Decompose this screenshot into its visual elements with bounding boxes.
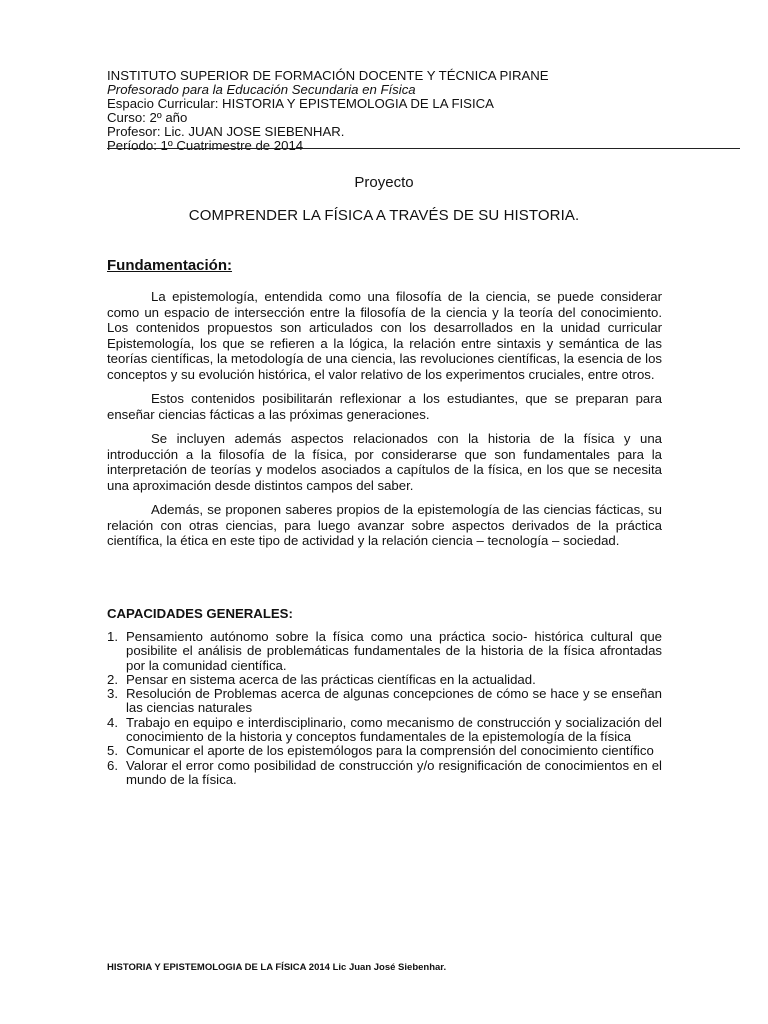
list-item-number: 6. (107, 757, 118, 773)
header-divider (107, 148, 740, 149)
list-item (107, 744, 662, 758)
list-item-number: 2. (107, 671, 118, 687)
list-item (107, 630, 662, 673)
list-item-text: Comunicar el aporte de los epistemólogos para la comprensión del conocimiento científico (126, 743, 654, 759)
paragraph: Estos contenidos posibilitarán reflexionar a los estudiantes, que se preparan para enseñar ciencias fácticas a las próximas generaciones. (107, 391, 662, 422)
professor-name: Profesor: Lic. JUAN JOSE SIEBENHAR. (107, 124, 345, 140)
list-item-number: 1. (107, 629, 118, 644)
page-footer: HISTORIA Y EPISTEMOLOGIA DE LA FÍSICA 2014 Lic Juan José Siebenhar. (107, 962, 447, 973)
list-item-number: 3. (107, 686, 118, 702)
fundamentacion-heading: Fundamentación: (107, 257, 233, 274)
list-item-text: Resolución de Problemas acerca de algunas concepciones de cómo se hace y se enseñan las ciencias naturales (126, 686, 662, 716)
capacidades-heading: CAPACIDADES GENERALES: (107, 606, 293, 621)
list-item (107, 687, 662, 716)
list-item (107, 716, 662, 745)
list-item-number: 5. (107, 743, 118, 759)
period: Período: 1º Cuatrimestre de 2014 (107, 138, 304, 154)
curricular-space: Espacio Curricular: HISTORIA Y EPISTEMOLOGIA DE LA FISICA (107, 96, 494, 112)
project-title: COMPRENDER LA FÍSICA A TRAVÉS DE SU HISTORIA. (188, 207, 580, 224)
list-item-text: Pensamiento autónomo sobre la física como una práctica socio- histórica cultural que posibilite el análisis de problemáticas fundamentales de la historia de la física afrontadas por la comunidad científica. (126, 629, 662, 673)
list-item-number: 4. (107, 714, 118, 730)
project-label: Proyecto (354, 174, 414, 191)
list-item-text: Pensar en sistema acerca de las prácticas científicas en la actualidad. (126, 671, 536, 687)
document-header (107, 69, 739, 154)
course-year: Curso: 2º año (107, 110, 188, 126)
paragraph: Se incluyen además aspectos relacionados con la historia de la física y una introducción a la filosofía de la física, por considerarse que son fundamentales para la interpretación de teorías y modelos asociados a capítulos de la física, en los que se necesita una aproximación desde distintos campos del saber. (107, 430, 662, 493)
institution-name: INSTITUTO SUPERIOR DE FORMACIÓN DOCENTE Y TÉCNICA PIRANE (107, 68, 549, 83)
list-item-text: Trabajo en equipo e interdisciplinario, como mecanismo de construcción y socialización del conocimiento de la historia y conceptos fundamentales de la epistemología de la física (126, 714, 662, 745)
paragraph: Además, se proponen saberes propios de la epistemología de las ciencias fácticas, su relación con otras ciencias, para luego avanzar sobre aspectos derivados de la práctica científica, la ética en este tipo de actividad y la relación ciencia – tecnología – sociedad. (107, 501, 662, 549)
list-item-text: Valorar el error como posibilidad de construcción y/o resignificación de conocimientos en el mundo de la física. (126, 757, 662, 787)
capacidades-list (107, 630, 662, 787)
list-item (107, 673, 662, 687)
list-item (107, 759, 662, 788)
program-name: Profesorado para la Educación Secundaria en Física (107, 82, 416, 98)
paragraph: La epistemología, entendida como una filosofía de la ciencia, se puede considerar como un espacio de intersección entre la filosofía de la ciencia y la teoría del conocimiento. Los contenidos propuestos son articulados con los desarrollados en la unidad curricular Epistemología, los que se refieren a la lógica, la relación entre sintaxis y semántica de las teorías científicas, la metodología de una ciencia, las revoluciones científicas, la esencia de los conceptos y su evolución histórica, el valor relativo de los experimentos cruciales, entre otros. (107, 289, 662, 382)
fundamentacion-body (107, 289, 662, 557)
